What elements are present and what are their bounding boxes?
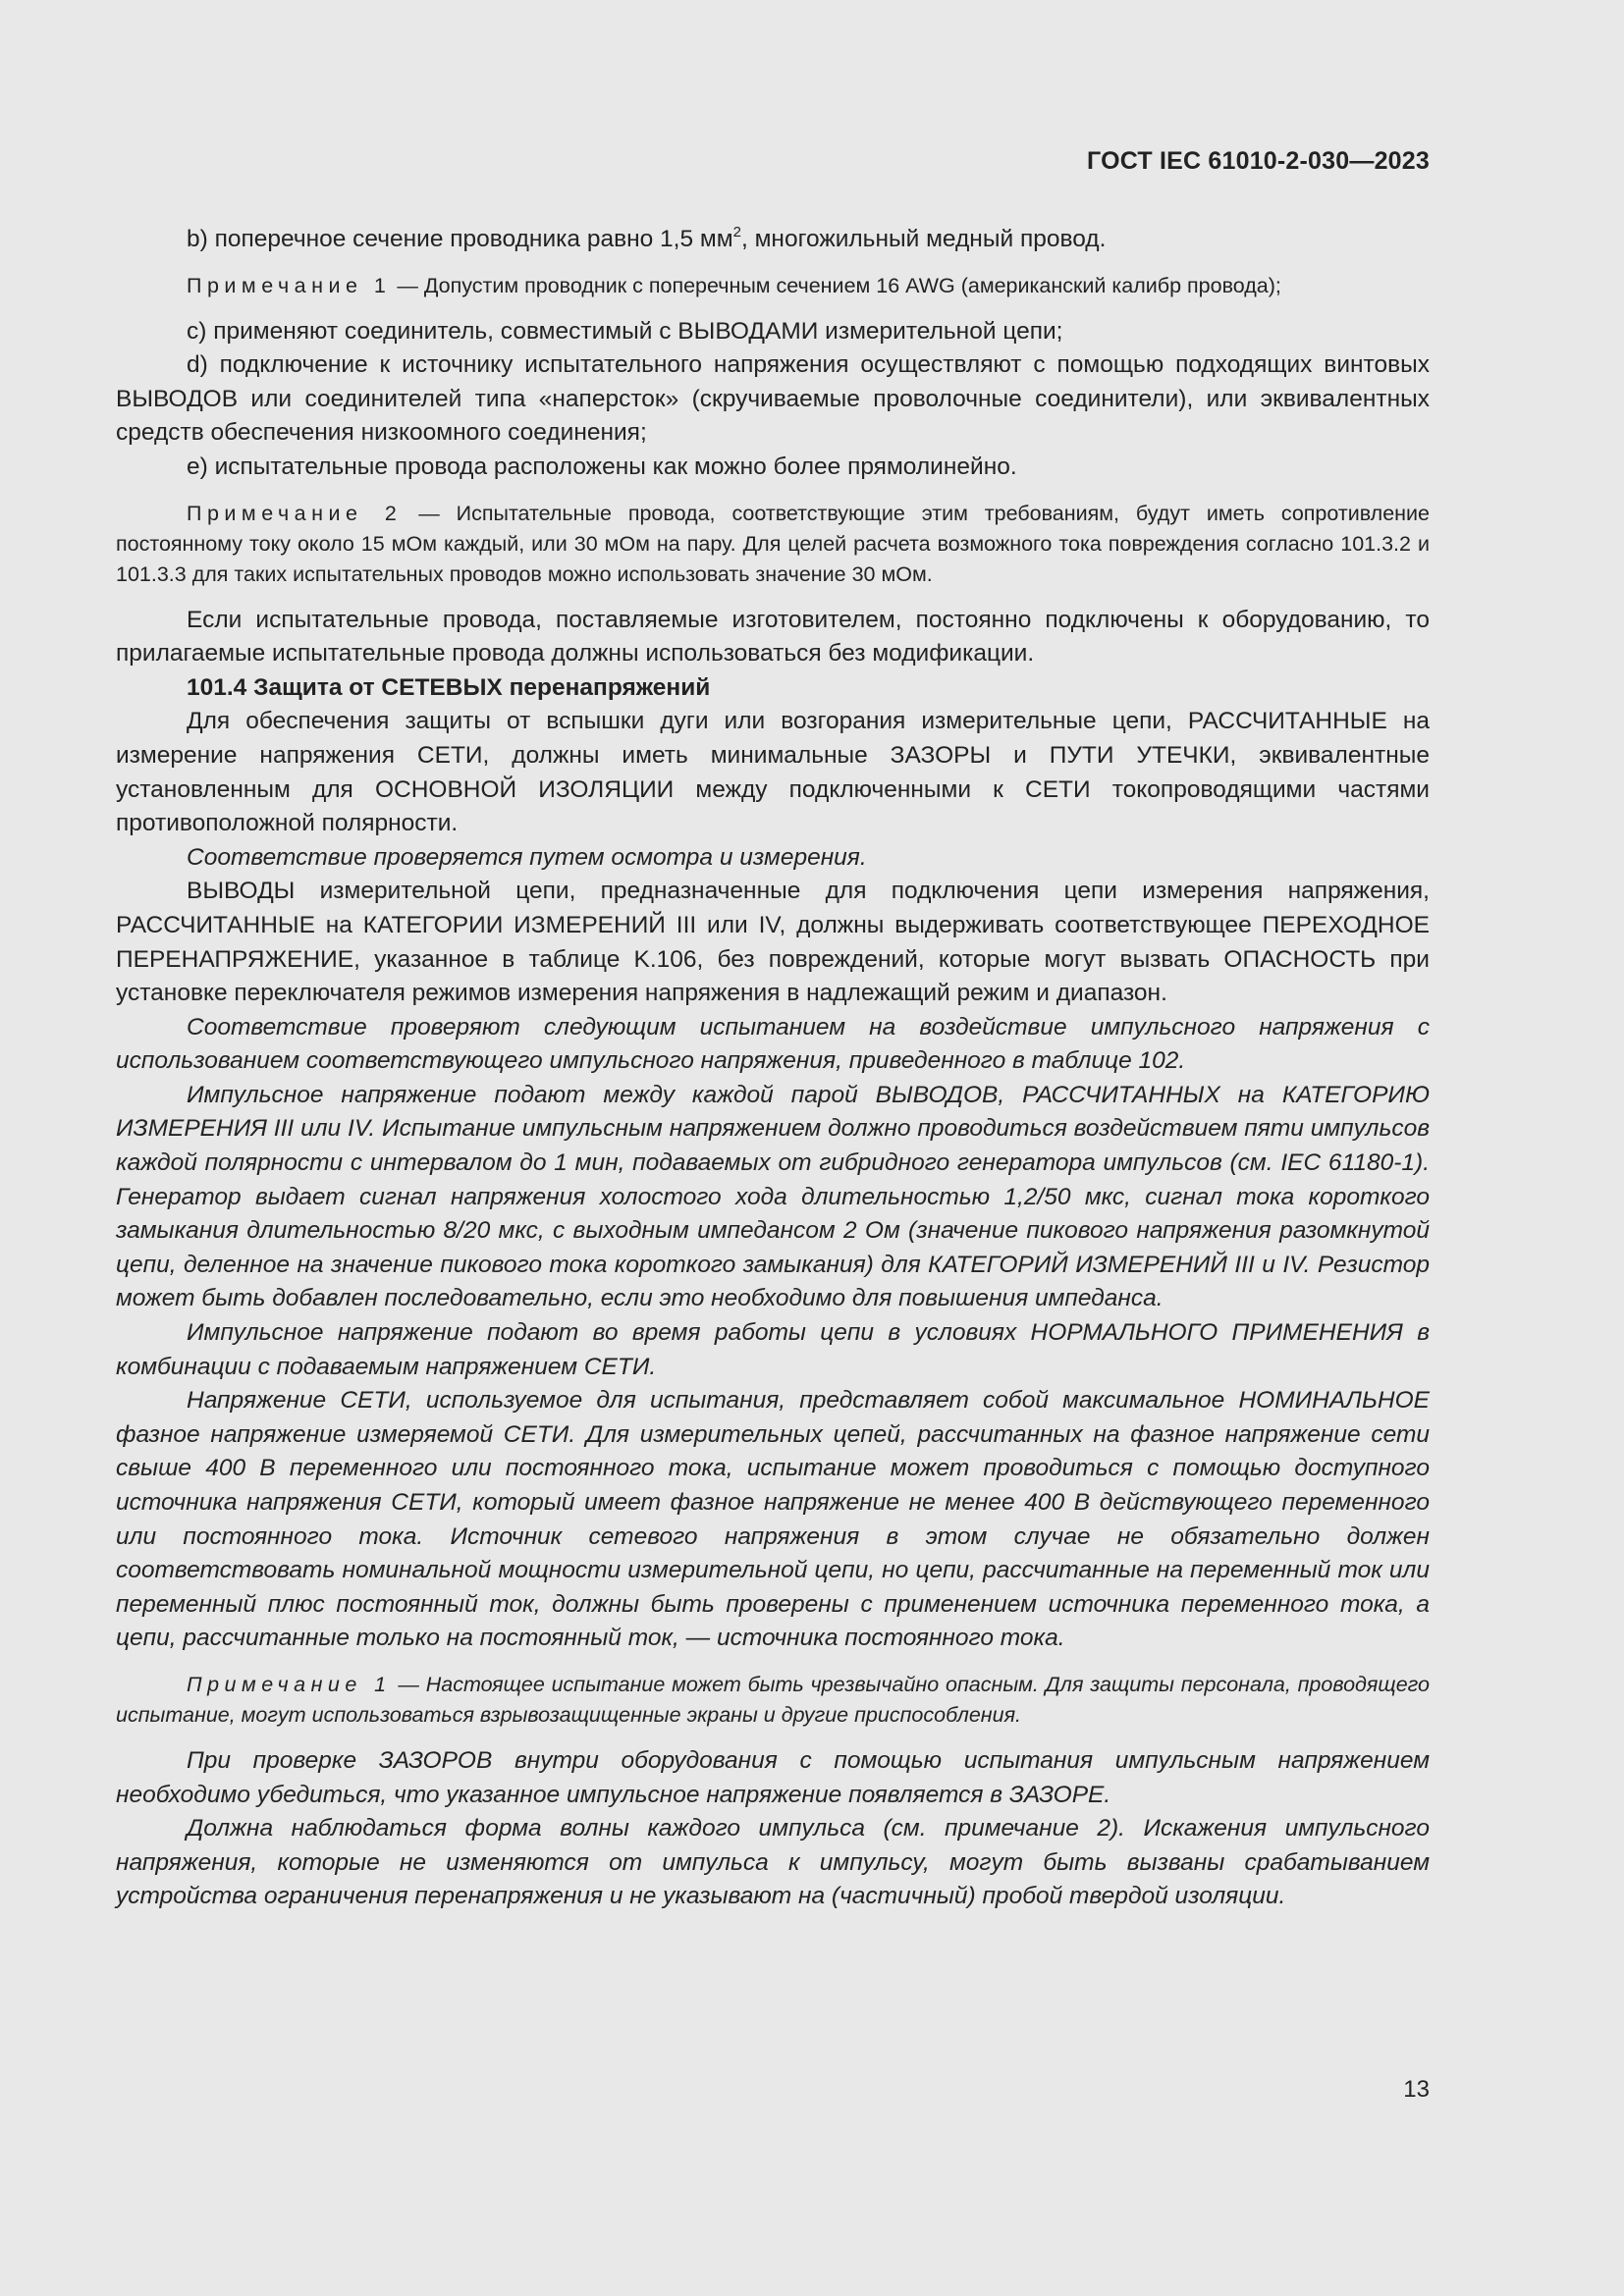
document-body bbox=[116, 223, 1430, 1914]
paragraph-normal-use: Импульсное напряжение подают во время работы цепи в условиях НОРМАЛЬНОГО ПРИМЕНЕНИЯ в комбинации с подаваемым напряжением СЕТИ. bbox=[116, 1319, 1430, 1380]
list-item-b: b) поперечное сечение проводника равно 1,5 $мм^2$, многожильный медный провод. bbox=[187, 224, 1107, 252]
paragraph-mains-voltage: Напряжение СЕТИ, используемое для испытания, представляет собой максимальное НОМИНАЛЬНОЕ фазное напряжение измеряемой СЕТИ. Для измерительных цепей, рассчитанных на фазное напряжение сети свыше 400 В переменного или постоянного тока, испытание может проводиться с помощью доступного источника напряжения СЕТИ, который имеет фазное напряжение не менее 400 В действующего переменного или постоянного тока. Источник сетевого напряжения в этом случае не обязательно должен соответствовать номинальной мощности измерительной цепи, но цепи, рассчитанные на переменный ток или переменный плюс постоянный ток, должны быть проверены с применением источника переменного тока, а цепи, рассчитанные только на постоянный ток, — источника постоянного тока. bbox=[116, 1387, 1430, 1652]
paragraph-impulse-test: Импульсное напряжение подают между каждой парой ВЫВОДОВ, РАССЧИТАННЫХ на КАТЕГОРИЮ ИЗМЕРЕНИЯ III или IV. Испытание импульсным напряжением должно проводиться воздействием пяти импульсов каждой полярности с интервалом до 1 мин, подаваемых от гибридного генератора импульсов (см. IEC 61180-1). Генератор выдает сигнал напряжения холостого хода длительностью 1,2/50 мкс, сигнал тока короткого замыкания длительностью 8/20 мкс, с выходным импедансом 2 Ом (значение пикового напряжения разомкнутой цепи, деленное на значение пикового тока короткого замыкания) для КАТЕГОРИЙ ИЗМЕРЕНИЙ III и IV. Резистор может быть добавлен последовательно, если это необходимо для повышения импеданса. bbox=[116, 1081, 1430, 1312]
paragraph-test-leads: Если испытательные провода, поставляемые изготовителем, постоянно подключены к оборудованию, то прилагаемые испытательные провода должны использоваться без модификации. bbox=[116, 606, 1430, 667]
paragraph-waveform: Должна наблюдаться форма волны каждого импульса (см. примечание 2). Искажения импульсного напряжения, которые не изменяются от импульса к импульсу, могут быть вызваны срабатыванием устройства ограничения перенапряжения и не указывают на (частичный) пробой твердой изоляции. bbox=[116, 1815, 1430, 1910]
note-1: Примечание 1 — Допустим проводник с поперечным сечением 16 AWG (американский калибр провода); bbox=[187, 273, 1281, 297]
note-label: Примечание 2 bbox=[187, 501, 403, 525]
list-item-c: c) применяют соединитель, совместимый с ВЫВОДАМИ измерительной цепи; bbox=[187, 317, 1063, 345]
paragraph-compliance-impulse: Соответствие проверяют следующим испытанием на воздействие импульсного напряжения с использованием соответствующего импульсного напряжения, приведенного в таблице 102. bbox=[116, 1013, 1430, 1075]
paragraph-terminals: ВЫВОДЫ измерительной цепи, предназначенные для подключения цепи измерения напряжения, РАССЧИТАННЫЕ на КАТЕГОРИИ ИЗМЕРЕНИЙ III или IV, должны выдерживать соответствующее ПЕРЕХОДНОЕ ПЕРЕНАПРЯЖЕНИЕ, указанное в таблице K.106, без повреждений, которые могут вызвать ОПАСНОСТЬ при установке переключателя режимов измерения напряжения в надлежащий режим и диапазон. bbox=[116, 878, 1430, 1007]
note-label: Примечание 1 bbox=[187, 273, 392, 297]
list-item-d: d) подключение к источнику испытательного напряжения осуществляют с помощью подходящих винтовых ВЫВОДОВ или соединителей типа «наперсток» (скручиваемые проволочные соединители), или эквивалентных средств обеспечения низкоомного соединения; bbox=[116, 351, 1430, 447]
page-number: 13 bbox=[1403, 2076, 1430, 2103]
note-3: Примечание 1 — Настоящее испытание может быть чрезвычайно опасным. Для защиты персонала, проводящего испытание, могут использоваться взрывозащищенные экраны и другие приспособления. bbox=[116, 1672, 1430, 1727]
section-heading: 101.4 Защита от СЕТЕВЫХ перенапряжений bbox=[187, 673, 711, 701]
paragraph-protection: Для обеспечения защиты от вспышки дуги или возгорания измерительные цепи, РАССЧИТАННЫЕ на измерение напряжения СЕТИ, должны иметь минимальные ЗАЗОРЫ и ПУТИ УТЕЧКИ, эквивалентные установленным для ОСНОВНОЙ ИЗОЛЯЦИИ между подключенными к СЕТИ токопроводящими частями противоположной полярности. bbox=[116, 708, 1430, 837]
document-header: ГОСТ IEC 61010-2-030—2023 bbox=[1087, 147, 1430, 175]
note-label: Примечание 1 bbox=[187, 1672, 392, 1696]
note-2: Примечание 2 — Испытательные провода, соответствующие этим требованиям, будут иметь сопротивление постоянному току около 15 мОм каждый, или 30 мОм на пару. Для целей расчета возможного тока повреждения согласно 101.3.2 и 101.3.3 для таких испытательных проводов можно использовать значение 30 мОм. bbox=[116, 501, 1431, 586]
paragraph-compliance-inspection: Соответствие проверяется путем осмотра и измерения. bbox=[187, 843, 867, 871]
list-item-e: e) испытательные провода расположены как можно более прямолинейно. bbox=[187, 453, 1017, 480]
paragraph-clearance-check: При проверке ЗАЗОРОВ внутри оборудования с помощью испытания импульсным напряжением необходимо убедиться, что указанное импульсное напряжение появляется в ЗАЗОРЕ. bbox=[116, 1746, 1430, 1808]
